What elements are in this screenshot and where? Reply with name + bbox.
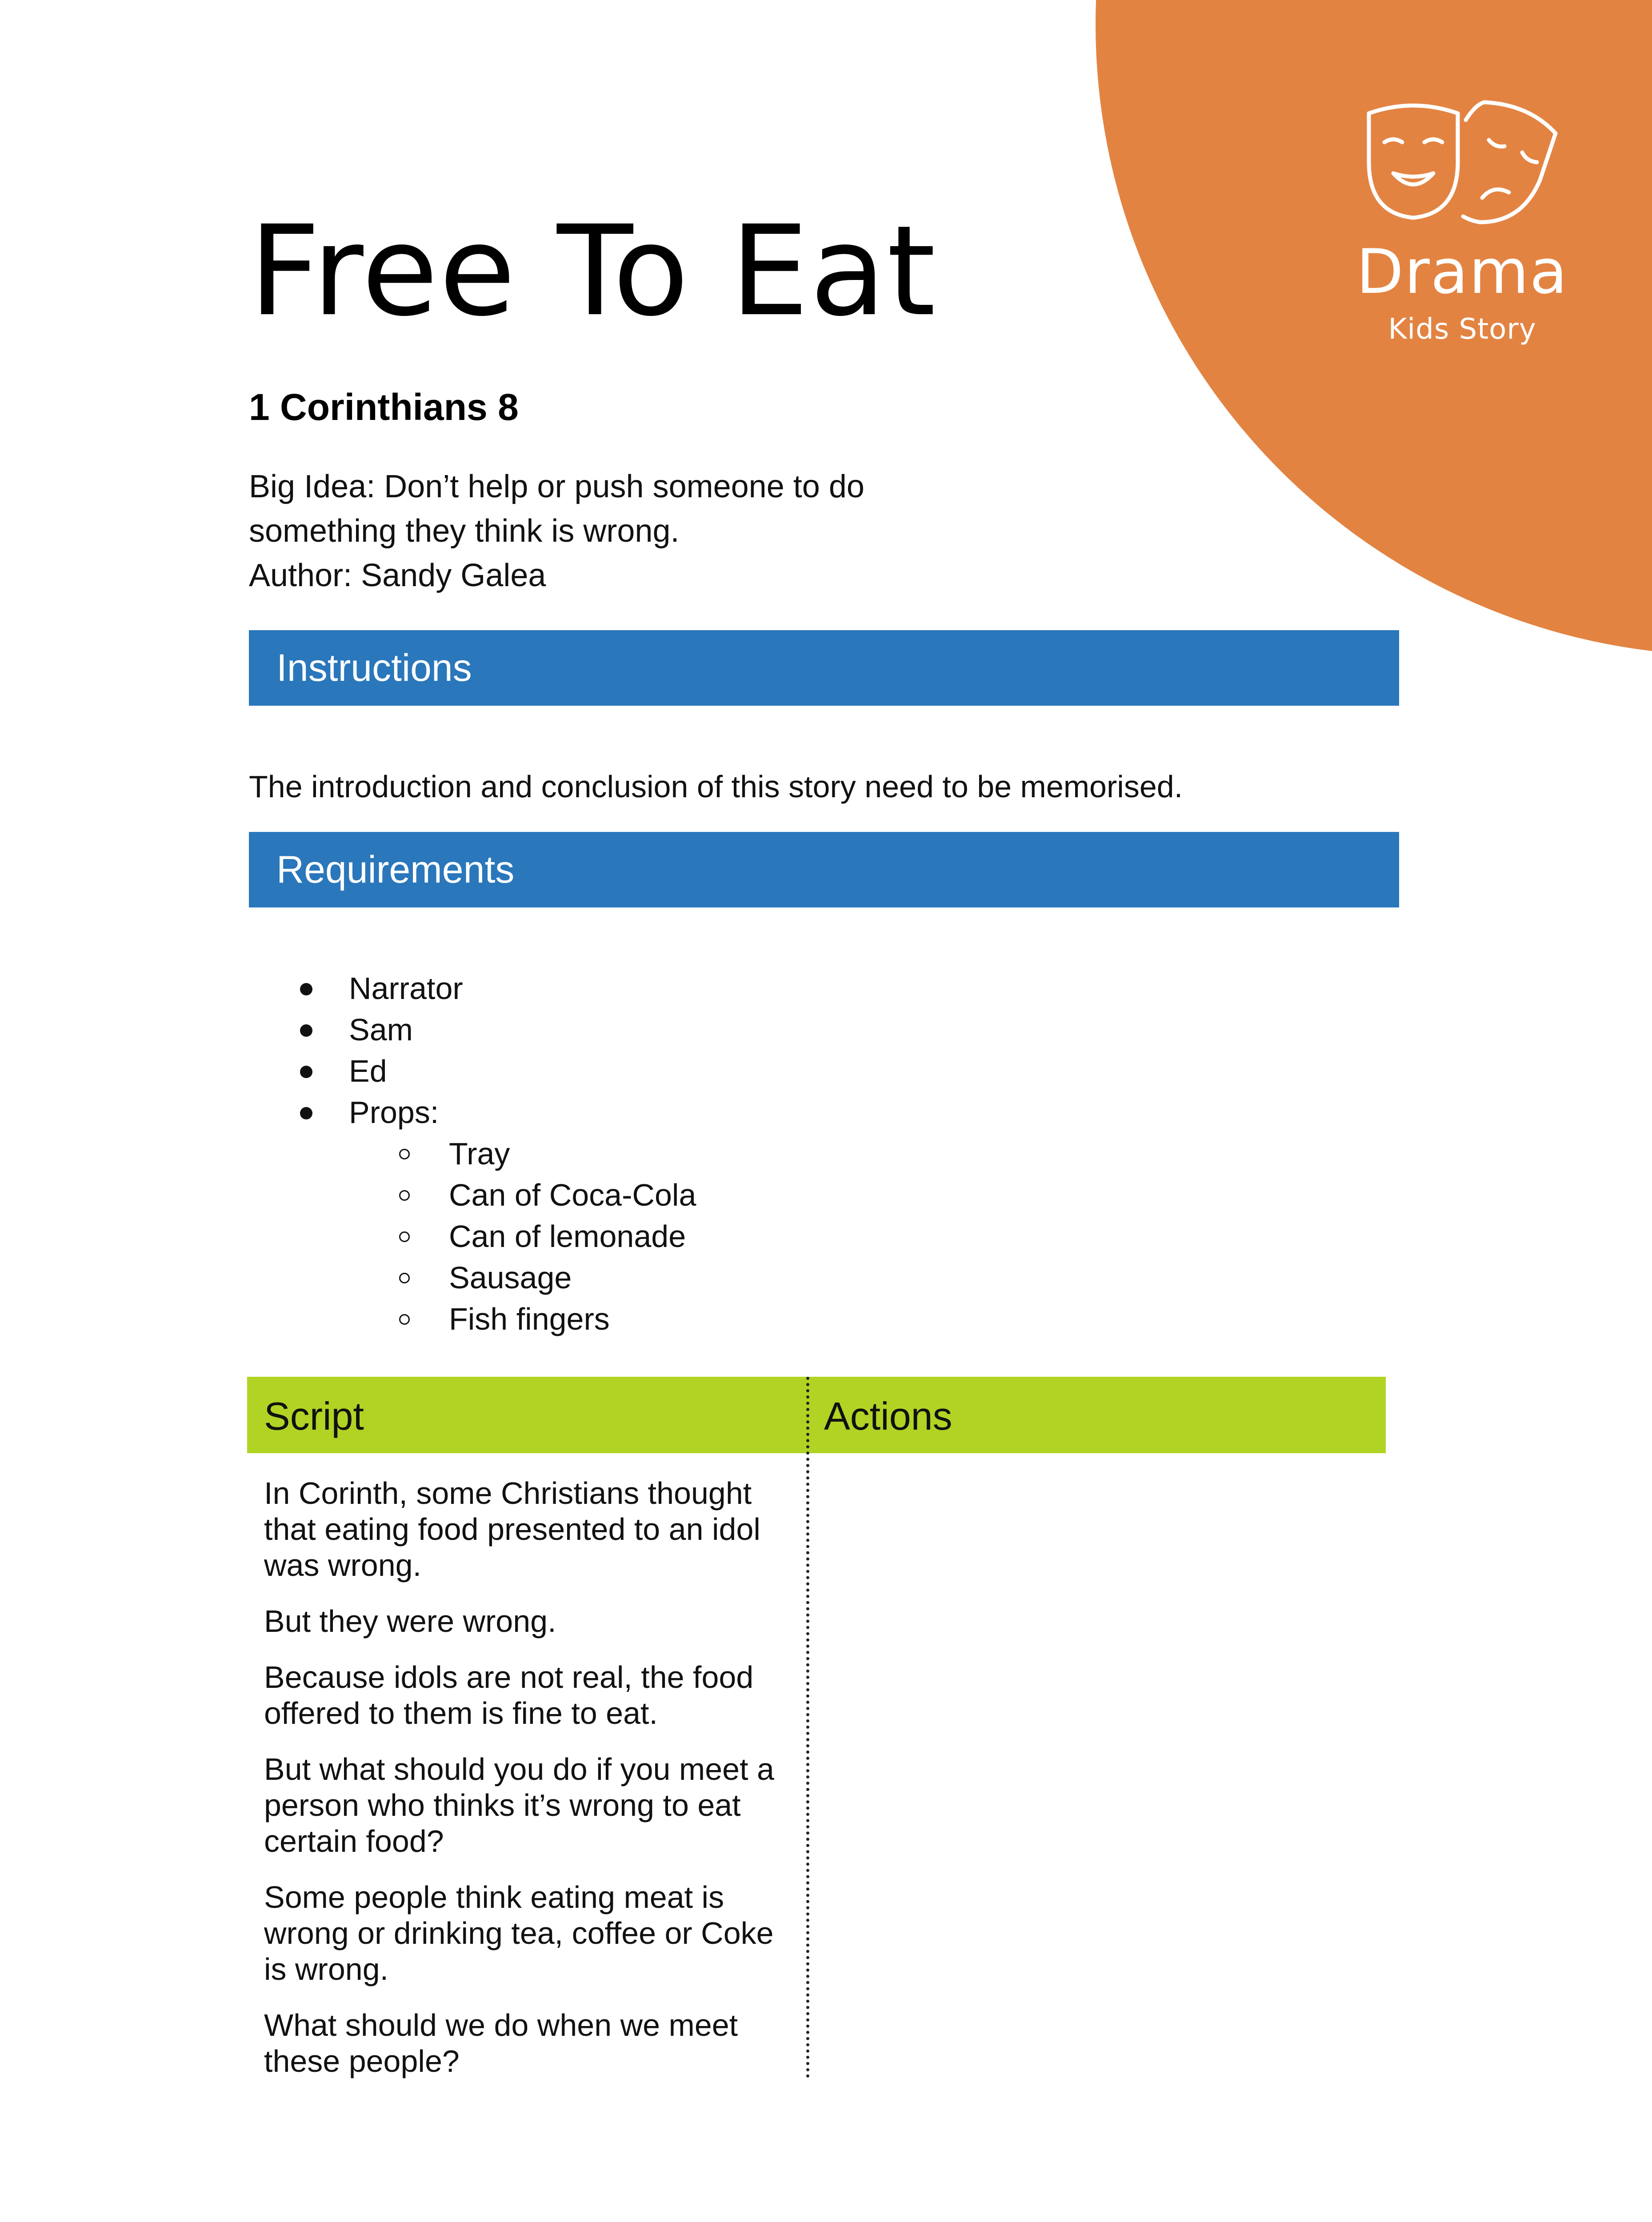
prop-item <box>249 1175 696 1216</box>
actions-column <box>807 1453 1386 2099</box>
list-item-label: Narrator <box>349 971 463 1006</box>
list-item-label: Sam <box>349 1012 413 1047</box>
list-item-label: Props: <box>349 1095 439 1130</box>
script-line: Because idols are not real, the food offered to them is fine to eat. <box>264 1660 754 1730</box>
script-table <box>247 1377 1386 2099</box>
prop-item <box>249 1257 696 1299</box>
bullet-icon <box>300 1107 312 1119</box>
circle-bullet-icon <box>399 1314 410 1325</box>
theatre-masks-icon <box>1360 96 1564 238</box>
scripture-reference: 1 Corinthians 8 <box>249 386 519 428</box>
circle-bullet-icon <box>399 1231 410 1242</box>
requirements-heading: Requirements <box>249 832 1399 907</box>
script-line: In Corinth, some Christians thought that eating food presented to an idol was wrong. <box>264 1476 760 1583</box>
script-column-header: Script <box>264 1394 364 1438</box>
actions-column-header: Actions <box>824 1394 952 1438</box>
big-idea-line-2: something they think is wrong. <box>249 513 680 549</box>
circle-bullet-icon <box>399 1149 410 1159</box>
intro-block <box>249 464 1004 598</box>
instructions-heading: Instructions <box>249 630 1399 706</box>
author-line: Author: Sandy Galea <box>249 558 546 593</box>
big-idea-line-1: Big Idea: Don’t help or push someone to do <box>249 469 864 504</box>
prop-item-label: Can of lemonade <box>449 1219 686 1254</box>
bullet-icon <box>300 1024 312 1037</box>
bullet-icon <box>300 983 312 995</box>
prop-item-label: Sausage <box>449 1260 572 1295</box>
prop-item-label: Tray <box>449 1136 510 1171</box>
list-item <box>249 1092 696 1133</box>
badge-title: Drama <box>1356 236 1568 308</box>
page-title: Free To Eat <box>249 199 937 344</box>
drama-badge <box>1338 96 1587 344</box>
script-line: What should we do when we meet these people? <box>264 2008 738 2078</box>
script-column <box>247 1453 807 2099</box>
list-item <box>249 1051 696 1092</box>
prop-item-label: Fish fingers <box>449 1302 610 1336</box>
prop-item <box>249 1133 696 1175</box>
table-body <box>247 1453 1386 2099</box>
list-item <box>249 1009 696 1051</box>
bullet-icon <box>300 1066 312 1078</box>
table-header <box>247 1377 1386 1453</box>
script-line: But what should you do if you meet a person who thinks it’s wrong to eat certain food? <box>264 1752 774 1858</box>
prop-item <box>249 1216 696 1257</box>
circle-bullet-icon <box>399 1273 410 1283</box>
list-item-label: Ed <box>349 1054 387 1088</box>
column-divider <box>806 1377 809 2078</box>
list-item <box>249 968 696 1009</box>
script-line: Some people think eating meat is wrong or drinking tea, coffee or Coke is wrong. <box>264 1880 774 1986</box>
instructions-text: The introduction and conclusion of this story need to be memorised. <box>249 769 1183 804</box>
prop-item <box>249 1299 696 1340</box>
requirements-list <box>249 968 696 1340</box>
prop-item-label: Can of Coca-Cola <box>449 1178 696 1212</box>
script-line: But they were wrong. <box>264 1604 556 1639</box>
circle-bullet-icon <box>399 1190 410 1201</box>
badge-subtitle: Kids Story <box>1388 313 1536 346</box>
